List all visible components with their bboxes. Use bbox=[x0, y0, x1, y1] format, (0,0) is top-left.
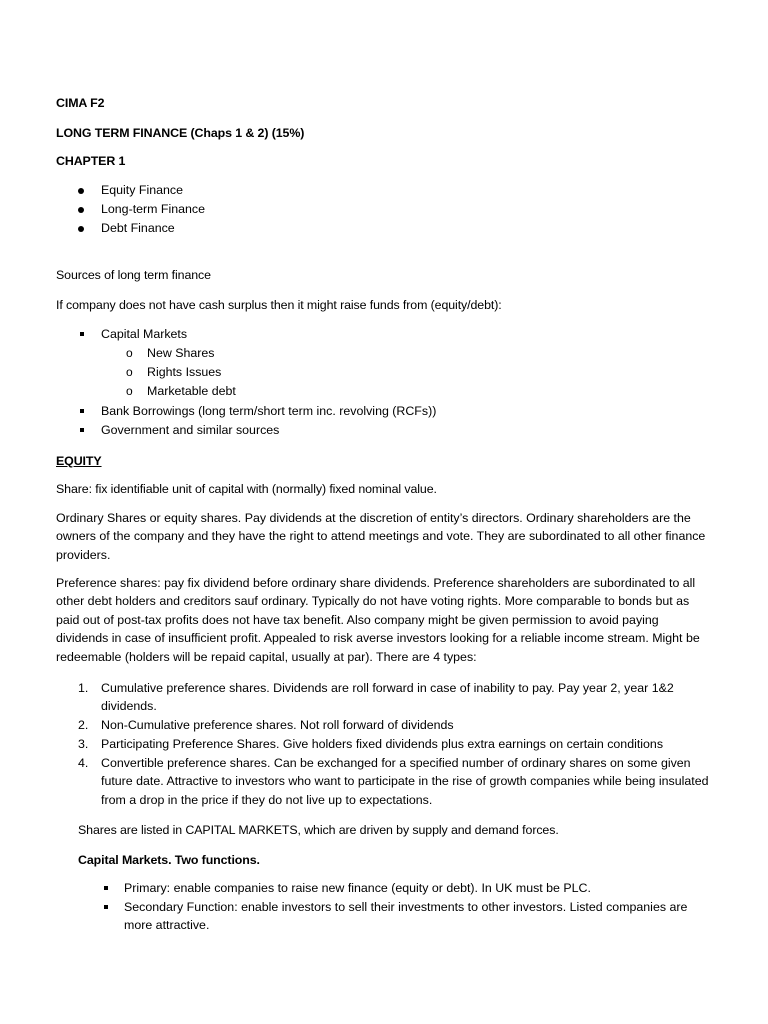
type-item: Non-Cumulative preference shares. Not roll forward of dividends bbox=[101, 718, 454, 732]
bullet-square-icon bbox=[104, 905, 108, 909]
type-item: Cumulative preference shares. Dividends are roll forward in case of inability to pay. Pay year 2, year 1&2 dividends. bbox=[101, 681, 674, 714]
list-number: 1. bbox=[78, 681, 89, 695]
source-item: Capital Markets bbox=[101, 327, 188, 341]
topic-item: Long-term Finance bbox=[101, 202, 205, 216]
function-item: Secondary Function: enable investors to sell their investments to other investors. Listed companies are more attractive. bbox=[124, 900, 688, 933]
bullet-dot-icon bbox=[78, 226, 84, 232]
bullet-dot-icon bbox=[78, 207, 84, 213]
bullet-circle-icon: o bbox=[126, 384, 133, 398]
bullet-square-icon bbox=[80, 428, 84, 432]
sources-heading: Sources of long term finance bbox=[56, 268, 211, 282]
listed-note: Shares are listed in CAPITAL MARKETS, which are driven by supply and demand forces. bbox=[78, 823, 559, 837]
function-item: Primary: enable companies to raise new finance (equity or debt). In UK must be PLC. bbox=[124, 881, 591, 895]
chapter-heading: CHAPTER 1 bbox=[56, 154, 126, 168]
topic-item: Equity Finance bbox=[101, 183, 183, 197]
bullet-circle-icon: o bbox=[126, 346, 133, 360]
bullet-square-icon bbox=[80, 332, 84, 336]
source-subitem: Marketable debt bbox=[147, 384, 236, 398]
list-number: 2. bbox=[78, 718, 89, 732]
share-definition: Share: fix identifiable unit of capital with (normally) fixed nominal value. bbox=[56, 482, 437, 496]
topic-item: Debt Finance bbox=[101, 221, 175, 235]
source-subitem: Rights Issues bbox=[147, 365, 222, 379]
type-item: Convertible preference shares. Can be exchanged for a specified number of ordinary shares on some given future date. Attractive to investors who want to participate in the rise of growth companies while being insulated from a drop in the price if they do not live up to expectations. bbox=[101, 756, 709, 807]
source-subitem: New Shares bbox=[147, 346, 215, 360]
bullet-dot-icon bbox=[78, 188, 84, 194]
source-item: Bank Borrowings (long term/short term inc. revolving (RCFs)) bbox=[101, 404, 437, 418]
list-number: 4. bbox=[78, 756, 89, 770]
bullet-square-icon bbox=[104, 886, 108, 890]
ordinary-shares-paragraph: Ordinary Shares or equity shares. Pay dividends at the discretion of entity’s directors. Ordinary shareholders are the owners of the company and they have the right to attend meetings and vote. They are subordinated to all other finance providers. bbox=[56, 511, 706, 562]
capital-markets-heading: Capital Markets. Two functions. bbox=[78, 853, 260, 867]
unit-title: LONG TERM FINANCE (Chaps 1 & 2) (15%) bbox=[56, 126, 305, 140]
preference-shares-paragraph: Preference shares: pay fix dividend before ordinary share dividends. Preference shareholders are subordinated to all other debt holders and creditors sauf ordinary. Typically do not have voting rights. More comparable to bonds but as paid out of post-tax profits does not have tax benefit. Also company might be given permission to avoid paying dividends in case of insufficient profit. Appealed to risk averse investors looking for a reliable income stream. Might be redeemable (holders will be repaid capital, usually at par). There are 4 types: bbox=[56, 576, 700, 664]
bullet-circle-icon: o bbox=[126, 365, 133, 379]
type-item: Participating Preference Shares. Give holders fixed dividends plus extra earnings on certain conditions bbox=[101, 737, 664, 751]
course-title: CIMA F2 bbox=[56, 96, 105, 110]
list-number: 3. bbox=[78, 737, 89, 751]
bullet-square-icon bbox=[80, 409, 84, 413]
equity-heading: EQUITY bbox=[56, 454, 102, 468]
sources-intro: If company does not have cash surplus then it might raise funds from (equity/debt): bbox=[56, 298, 502, 312]
source-item: Government and similar sources bbox=[101, 423, 280, 437]
